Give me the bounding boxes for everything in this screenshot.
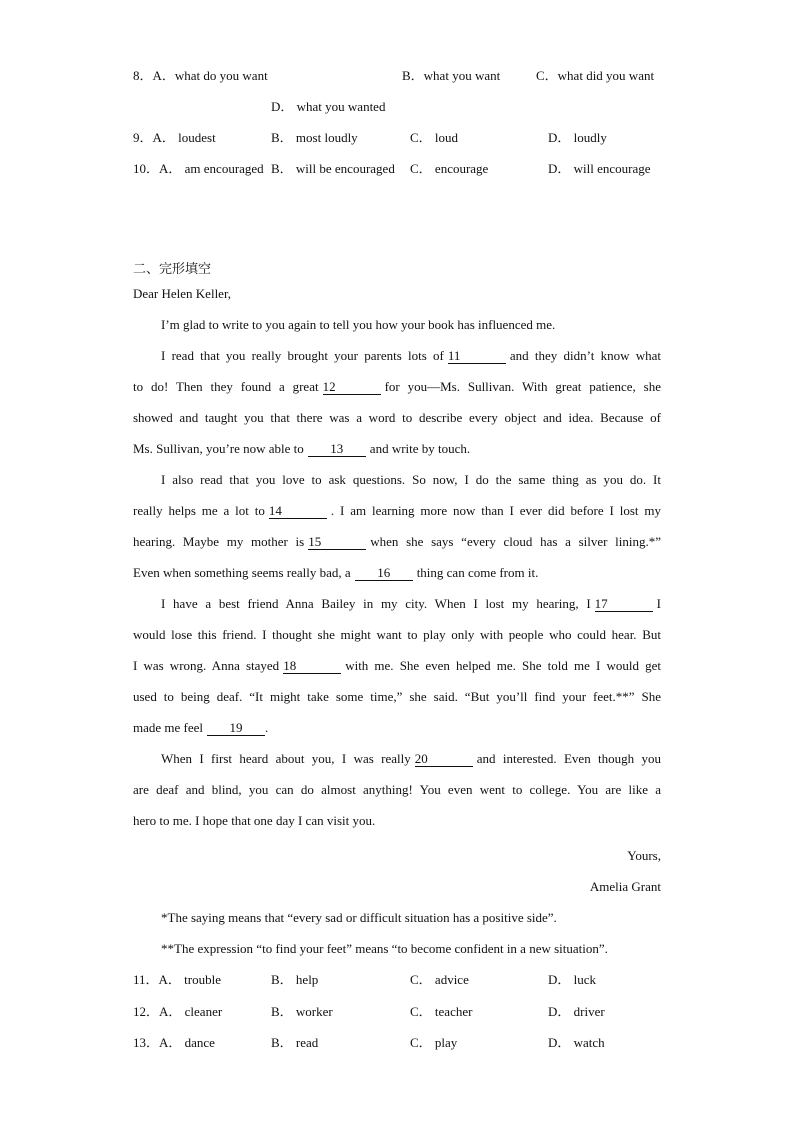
q9-option-a: 9．A． loudest (133, 130, 216, 145)
letter-salutation: Dear Helen Keller, (133, 286, 232, 301)
q11-option-a: 11．A． trouble (133, 972, 221, 987)
letter-signature: Amelia Grant (589, 879, 661, 894)
q10-option-a: 10．A． am encouraged (133, 161, 264, 176)
blank-14[interactable]: 14 (269, 504, 327, 519)
paragraph-2-line-4: Ms. Sullivan, you’re now able to 13 and write by touch. (133, 441, 471, 456)
letter-closing: Yours, (627, 848, 661, 863)
q13-option-b: B． read (271, 1035, 319, 1050)
q12-option-b: B． worker (271, 1004, 333, 1019)
paragraph-3-line-3: hearing. Maybe my mother is 15 when she says “every cloud has a silver lining.*” (133, 534, 662, 549)
q11-option-c: C． advice (410, 972, 469, 987)
paragraph-4-line-3: I was wrong. Anna stayed 18 with me. She even helped me. She told me I would get (133, 658, 661, 673)
question-12 (133, 1002, 663, 1022)
q12-option-d: D． driver (548, 1004, 605, 1019)
paragraph-5-line-2: are deaf and blind, you can do almost anything! You even went to college. You are like a (133, 782, 661, 797)
q11-option-d: D． luck (548, 972, 597, 987)
q8-option-c: C．what did you want (536, 68, 655, 83)
letter-body (133, 309, 661, 836)
q9-option-c: C． loud (410, 130, 459, 145)
blank-19[interactable]: 19 (207, 721, 265, 736)
q10-option-c: C． encourage (410, 161, 489, 176)
blank-18[interactable]: 18 (283, 659, 341, 674)
paragraph-2-line-3: showed and taught you that there was a word to describe every object and idea. Because of (133, 410, 661, 425)
paragraph-4-line-1: I have a best friend Anna Bailey in my city. When I lost my hearing, I 17 I (161, 596, 661, 611)
question-11 (133, 970, 663, 990)
question-10 (133, 159, 663, 179)
question-13 (133, 1033, 663, 1053)
blank-12[interactable]: 12 (323, 380, 381, 395)
q11-option-b: B． help (271, 972, 319, 987)
footnote-1: *The saying means that “every sad or difficult situation has a positive side”. (161, 910, 557, 925)
blank-11[interactable]: 11 (448, 349, 506, 364)
paragraph-3-line-2: really helps me a lot to 14 . I am learning more now than I ever did before I lost my (133, 503, 661, 518)
q9-option-b: B． most loudly (271, 130, 358, 145)
paragraph-1: I’m glad to write to you again to tell you how your book has influenced me. (161, 317, 556, 332)
q13-option-c: C． play (410, 1035, 458, 1050)
q13-option-a: 13．A． dance (133, 1035, 215, 1050)
paragraph-4-line-4: used to being deaf. “It might take some time,” she said. “But you’ll find your feet.**” She (133, 689, 661, 704)
q8-option-d: D． what you wanted (271, 99, 386, 114)
blank-17[interactable]: 17 (595, 597, 653, 612)
q12-option-c: C． teacher (410, 1004, 473, 1019)
footnote-2: **The expression “to find your feet” means “to become confident in a new situation”. (161, 941, 608, 956)
q13-option-d: D． watch (548, 1035, 605, 1050)
q10-option-d: D． will encourage (548, 161, 651, 176)
blank-16[interactable]: 16 (355, 566, 413, 581)
section-title: 二、完形填空 (133, 262, 212, 277)
blank-20[interactable]: 20 (415, 752, 473, 767)
paragraph-2-line-1: I read that you really brought your parents lots of 11 and they didn’t know what (161, 348, 661, 363)
paragraph-4-line-5: made me feel 19 . (133, 720, 269, 735)
question-9 (133, 128, 663, 148)
paragraph-3-line-1: I also read that you love to ask questions. So now, I do the same thing as you do. It (161, 472, 661, 487)
paragraph-5-line-3: hero to me. I hope that one day I can visit you. (133, 813, 376, 828)
blank-13[interactable]: 13 (308, 442, 366, 457)
q8-option-b: B．what you want (402, 68, 501, 83)
paragraph-2-line-2: to do! Then they found a great 12 for you—Ms. Sullivan. With great patience, she (133, 379, 661, 394)
q8-option-a: 8．A．what do you want (133, 68, 268, 83)
paragraph-3-line-4: Even when something seems really bad, a 16 thing can come from it. (133, 565, 539, 580)
q9-option-d: D． loudly (548, 130, 607, 145)
paragraph-5-line-1: When I first heard about you, I was really 20 and interested. Even though you (161, 751, 661, 766)
paragraph-4-line-2: would lose this friend. I thought she might want to play only with people who could hear. But (133, 627, 661, 642)
question-8 (133, 66, 663, 86)
q12-option-a: 12．A． cleaner (133, 1004, 223, 1019)
blank-15[interactable]: 15 (308, 535, 366, 550)
q10-option-b: B． will be encouraged (271, 161, 395, 176)
